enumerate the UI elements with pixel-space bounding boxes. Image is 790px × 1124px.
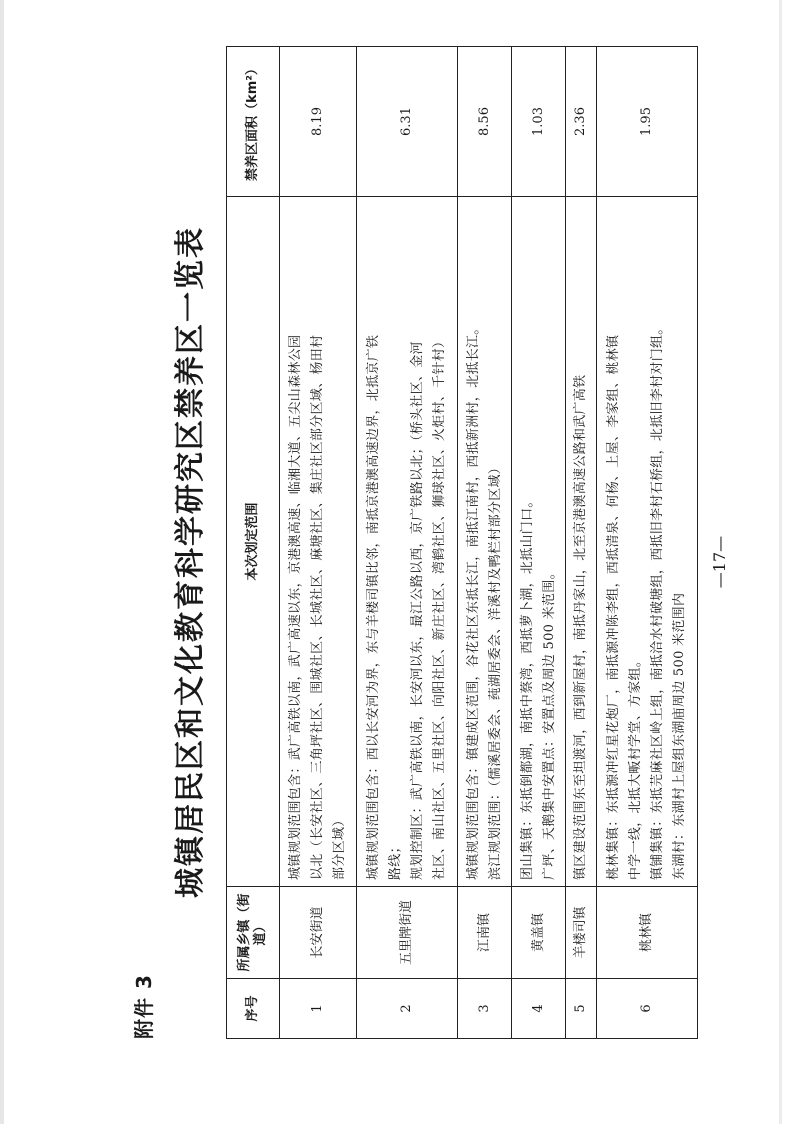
cell-area: 1.03 <box>512 47 566 197</box>
cell-seq: 4 <box>512 979 566 1039</box>
cell-seq: 3 <box>458 979 512 1039</box>
cell-area: 6.31 <box>357 47 458 197</box>
cell-seq: 2 <box>357 979 458 1039</box>
scope-line: 桃林集镇：东抵源冲红星花炮厂，南抵源冲陈李组，西抵清泉、何杨、上屋、李家组、桃林镇 <box>606 334 622 880</box>
cell-scope <box>597 197 698 887</box>
cell-scope <box>357 197 458 887</box>
cell-town: 江南镇 <box>458 887 512 979</box>
table-row <box>597 47 698 1039</box>
cell-town: 桃林镇 <box>597 887 698 979</box>
attachment-label: 附件 3 <box>132 974 156 1039</box>
cell-scope <box>566 197 597 887</box>
cell-town: 长安街道 <box>280 887 357 979</box>
header-seq: 序号 <box>227 979 280 1039</box>
table-row <box>566 47 597 1039</box>
scope-line: 滨江规划范围：（儒溪居委会、莼湖居委会、洋溪村及鸭栏村部分区域） <box>487 460 503 880</box>
table-row <box>357 47 458 1039</box>
cell-town: 五里牌街道 <box>357 887 458 979</box>
scope-line: 镇区建设范围东至坦渡河，西到新屋村，南抵丹家山，北至京港澳高速公路和武广高铁 <box>573 374 589 880</box>
cell-area: 1.95 <box>597 47 698 197</box>
cell-seq: 1 <box>280 979 357 1039</box>
cell-seq: 6 <box>597 979 698 1039</box>
scope-line: 部分区域） <box>332 813 348 880</box>
cell-seq: 5 <box>566 979 597 1039</box>
scope-line: 东湖村：东湖村上屋组东湖庙周边 500 米范围内 <box>672 592 688 880</box>
table-row <box>280 47 357 1039</box>
header-scope: 本次划定范围 <box>227 197 280 887</box>
cell-area: 2.36 <box>566 47 597 197</box>
table-header-row <box>227 47 280 1039</box>
table-row <box>512 47 566 1039</box>
scope-line: 规划控制区：武广高铁以南，长安河以东，最江公路以西，京广铁路以北；（桥头社区、金河 <box>410 341 426 880</box>
scope-line: 城镇规划范围包含：西以长安河为界，东与羊楼司镇比邻，南抵京港澳高速边界，北抵京广铁 <box>366 334 382 880</box>
scope-line: 中学一线，北抵大畈村学堂、方家组。 <box>628 653 644 880</box>
scope-line: 路线； <box>388 840 404 880</box>
page-number: —17— <box>710 535 729 589</box>
cell-town: 羊楼司镇 <box>566 887 597 979</box>
scope-line: 以北（长安社区、三角坪社区、围城社区、长城社区、麻塘社区、集庄社区部分区域、杨田村 <box>310 334 326 880</box>
scope-line: 广坪、天鹅集中安置点：安置点及周边 500 米范围。 <box>541 566 557 880</box>
scope-line: 团山集镇：东抵倒都湖，南抵中蔡湾，西抵萝卜湖，北抵山门口。 <box>519 494 535 880</box>
header-area: 禁养区面积（km²） <box>227 47 280 197</box>
header-town: 所属乡镇（街道） <box>227 887 280 979</box>
cell-scope <box>458 197 512 887</box>
cell-scope <box>280 197 357 887</box>
table-row <box>458 47 512 1039</box>
scope-line: 镇铺集镇：东抵芫麻社区岭上组，南抵洽水村破塘组，西抵旧李村石桥组，北抵旧李村对门组。 <box>650 321 666 880</box>
cell-town: 黄盖镇 <box>512 887 566 979</box>
cell-area: 8.19 <box>280 47 357 197</box>
scope-line: 城镇规划范围包含：武广高铁以南，武广高速以东，京港澳高速、临湘大道、五尖山森林公园 <box>288 334 304 880</box>
restricted-zone-table <box>226 46 698 1039</box>
cell-area: 8.56 <box>458 47 512 197</box>
cell-scope <box>512 197 566 887</box>
scope-line: 社区、南山社区、五里社区、向阳社区、新庄社区、湾鹤社区、狮球社区、火炬村、千针村） <box>432 334 448 880</box>
page-title: 城镇居民区和文化教育科学研究区禁养区一览表 <box>173 226 208 898</box>
scope-line: 城镇规划范围包含：镇建成区范围，谷花社区东抵长江，南抵江南村，西抵新洲村，北抵长江。 <box>465 321 481 880</box>
